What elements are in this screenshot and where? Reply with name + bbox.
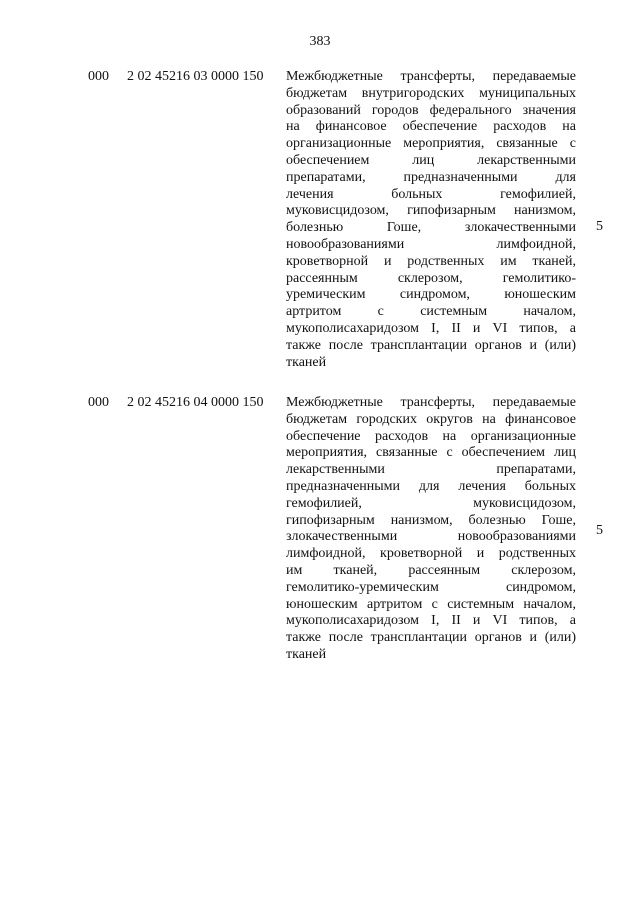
description-line: болезнью Гоше, злокачественными — [286, 220, 576, 236]
description-line: им тканей, рассеянным склерозом, — [286, 562, 576, 578]
description-line: лимфоидной, кроветворной и родственных — [286, 546, 576, 562]
description-line: юношеским артритом с системным началом, — [286, 596, 576, 612]
budget-classification-code: 2 02 45216 03 0000 150 — [127, 69, 264, 84]
description-line: тканей — [286, 646, 327, 662]
page-number: 383 — [309, 34, 331, 49]
description-line: организационные мероприятия, связанные с — [286, 136, 576, 152]
amount: 5 — [596, 523, 603, 538]
description-line: рассеянным склерозом, гемолитико- — [286, 270, 576, 286]
description-line: мероприятия, связанные с обеспечением лиц — [286, 445, 576, 461]
description-line: бюджетам городских округов на финансовое — [286, 411, 576, 427]
row-description — [286, 69, 576, 371]
description-line: гемофилией, муковисцидозом, — [286, 495, 576, 511]
description-line: предназначенными для лечения больных — [286, 478, 576, 494]
description-line: Межбюджетные трансферты, передаваемые — [286, 395, 576, 410]
description-line: на финансовое обеспечение расходов на — [286, 119, 576, 135]
description-line: лекарственными препаратами, — [286, 462, 576, 478]
description-line: артритом с системным началом, — [286, 304, 576, 320]
description-line: мукополисахаридозом I, II и VI типов, а — [286, 613, 576, 629]
description-line: гемолитико-уремическим синдромом, — [286, 579, 576, 595]
description-line: злокачественными новообразованиями — [286, 529, 576, 545]
admin-code: 000 — [88, 69, 109, 84]
description-line: образований городов федерального значения — [286, 102, 576, 118]
description-line: бюджетам внутригородских муниципальных — [286, 85, 576, 101]
description-line: препаратами, предназначенными для — [286, 169, 576, 185]
description-line: также после трансплантации органов и (или) — [286, 337, 576, 353]
description-line: обеспечение расходов на организационные — [286, 428, 576, 444]
description-line: лечения больных гемофилией, — [286, 186, 576, 202]
description-line: также после трансплантации органов и (или) — [286, 630, 576, 646]
row-description — [286, 395, 576, 664]
description-line: тканей — [286, 354, 327, 370]
description-line: гипофизарным нанизмом, болезнью Гоше, — [286, 512, 576, 528]
description-line: мукополисахаридозом I, II и VI типов, а — [286, 320, 576, 336]
description-line: кроветворной и родственных им тканей, — [286, 253, 576, 269]
description-line: муковисцидозом, гипофизарным нанизмом, — [286, 203, 576, 219]
description-line: Межбюджетные трансферты, передаваемые — [286, 69, 576, 84]
amount: 5 — [596, 219, 603, 234]
description-line: уремическим синдромом, юношеским — [286, 287, 576, 303]
admin-code: 000 — [88, 395, 109, 410]
description-line: новообразованиями лимфоидной, — [286, 236, 576, 252]
description-line: обеспечением лиц лекарственными — [286, 152, 576, 168]
budget-classification-code: 2 02 45216 04 0000 150 — [127, 395, 264, 410]
